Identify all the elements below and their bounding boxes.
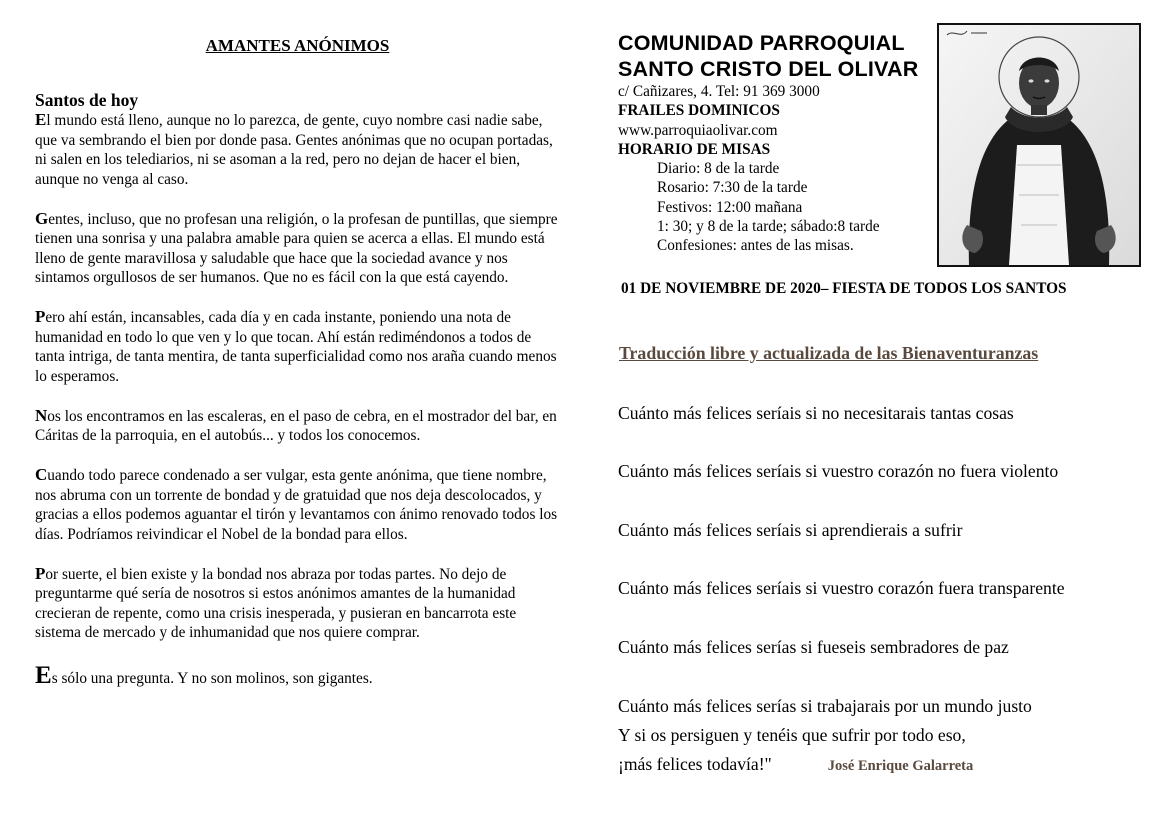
parish-name-line2: SANTO CRISTO DEL OLIVAR (618, 57, 919, 81)
article-paragraph (35, 209, 560, 288)
beatitude-line: Cuánto más felices serías si fueseis sembradores de paz (618, 637, 1009, 657)
drop-initial: C (35, 465, 48, 484)
schedule-item: Rosario: 7:30 de la tarde (657, 179, 808, 197)
article-paragraph (35, 110, 560, 189)
drop-initial: N (35, 405, 48, 425)
saint-portrait-drawing (939, 25, 1139, 265)
beatitude-line: Cuánto más felices serías si trabajarais por un mundo justo (618, 696, 1032, 716)
drop-initial: E (35, 110, 47, 129)
parish-website: www.parroquiaolivar.com (618, 121, 778, 139)
article-paragraph (35, 564, 560, 643)
date-line: 01 DE NOVIEMBRE DE 2020– FIESTA DE TODOS LOS SANTOS (621, 280, 1067, 297)
article-subtitle: Santos de hoy (35, 90, 139, 110)
beatitude-line: Cuánto más felices seríais si aprendierais a sufrir (618, 520, 963, 540)
friars-label: FRAILES DOMINICOS (618, 102, 780, 120)
article-paragraph (35, 307, 560, 386)
drop-initial: E (35, 661, 52, 689)
paragraph-text: uando todo parece condenado a ser vulgar, esta gente anónima, que tiene nombre, nos abruma con un torrente de bondad y de gratuidad que nos deja descolocados, y gracias a ellos podemos aguantar el tirón y levantamos con ánimo renovado todos los días. Podríamos reivindicar el Nobel de la bondad para ellos. (35, 467, 558, 543)
beatitudes-headline: Traducción libre y actualizada de las Bienaventuranzas (619, 343, 1039, 363)
paragraph-text: os los encontramos en las escaleras, en el paso de cebra, en el mostrador del bar, en Cáritas de la parroquia, en el autobús... y todos los conocemos. (35, 407, 557, 444)
saint-portrait (937, 23, 1141, 267)
parish-name-line1: COMUNIDAD PARROQUIAL (618, 31, 905, 55)
schedule-item: Festivos: 12:00 mañana (657, 198, 803, 216)
closing-line (35, 661, 560, 690)
schedule-item: Diario: 8 de la tarde (657, 160, 780, 178)
closing-text: s sólo una pregunta. Y no son molinos, son gigantes. (51, 669, 373, 687)
schedule-item: 1: 30; y 8 de la tarde; sábado:8 tarde (657, 218, 880, 236)
paragraph-text: l mundo está lleno, aunque no lo parezca, de gente, cuyo nombre casi nadie sabe, que va sembrando el bien por donde pasa. Gentes anónimas que no ocupan portadas, ni salen en los telediarios, ni se asoman a la red, pero no dejan de hacer el bien, aunque no venga al caso. (35, 112, 553, 188)
beatitude-line: Cuánto más felices seríais si no necesitarais tantas cosas (618, 403, 1014, 423)
paragraph-text: entes, incluso, que no profesan una religión, o la profesan de puntillas, que siempre tienen una sonrisa y una palabra amable para quien se acerca a ellas. El mundo está lleno de gente maravillosa y saludable que hace que la sociedad avance y nos sintamos orgullosos de ser humanos. Que no es fácil con la que está cayendo. (35, 210, 558, 286)
paragraph-text: ero ahí están, incansables, cada día y en cada instante, poniendo una nota de humanidad en todo lo que ven y lo que tocan. Ahí están rediméndonos a todos de tanta intriga, de tanta mentira, de tanta superficialidad como nos araña cuando menos lo esperamos. (35, 309, 557, 385)
drop-initial: P (35, 307, 46, 326)
drop-initial: P (35, 563, 46, 583)
beatitude-final-line (618, 753, 973, 777)
beatitude-final-text: ¡más felices todavía!" (618, 754, 772, 774)
beatitude-line: Cuánto más felices seríais si vuestro corazón no fuera violento (618, 461, 1059, 481)
beatitude-line: Cuánto más felices seríais si vuestro corazón fuera transparente (618, 578, 1065, 598)
parish-address: c/ Cañizares, 4. Tel: 91 369 3000 (618, 83, 820, 100)
article-paragraph (35, 465, 560, 544)
author-name: José Enrique Galarreta (827, 758, 974, 774)
paragraph-text: or suerte, el bien existe y la bondad nos abraza por todas partes. No dejo de preguntarme qué sería de nosotros si estos anónimos amantes de la humanidad crecieran de repente, como una crisis inesperada, y pusieran en bancarrota este sistema de mercado y de inhumanidad que nos quiere comprar. (35, 565, 517, 641)
left-column (35, 30, 560, 690)
article-body (35, 110, 560, 643)
drop-initial: G (35, 208, 49, 228)
schedule-title: HORARIO DE MISAS (618, 140, 771, 158)
article-title: AMANTES ANÓNIMOS (205, 36, 390, 55)
beatitude-line: Y si os persiguen y tenéis que sufrir por todo eso, (618, 725, 966, 745)
schedule-item: Confesiones: antes de las misas. (657, 237, 854, 255)
article-paragraph (35, 406, 560, 446)
